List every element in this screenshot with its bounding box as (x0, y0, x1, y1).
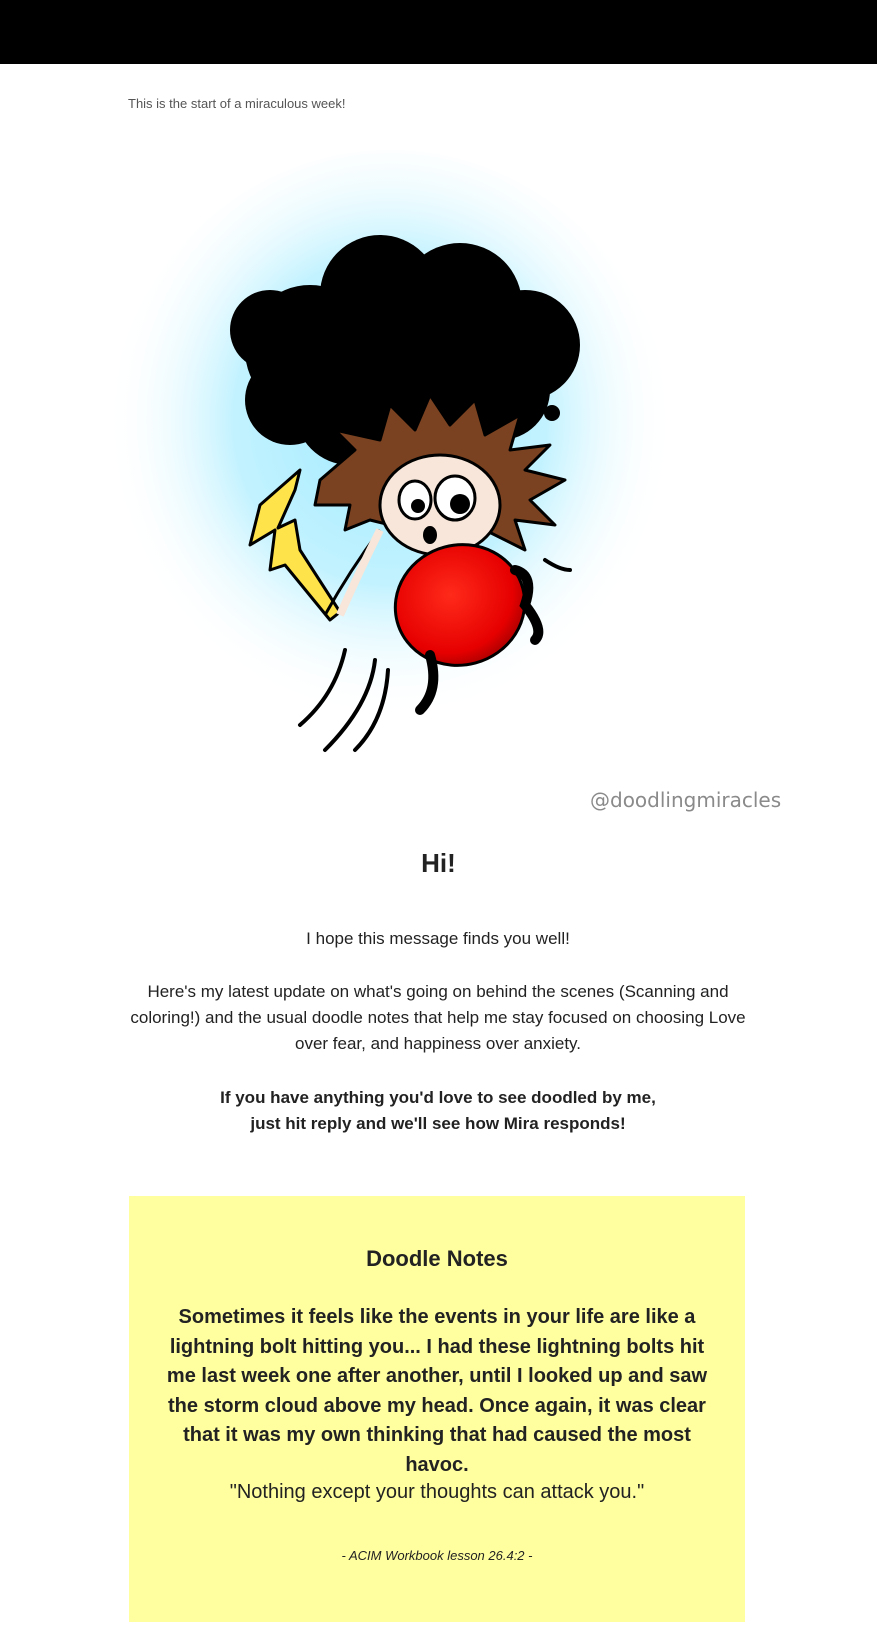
doodle-notes-body: Sometimes it feels like the events in your life are like a lightning bolt hitting you... I had these lightning bolts hit me last week one after another, until I looked up and saw the storm cloud above my head. Once again, it was clear that it was my own thinking that had caused the most havoc. (166, 1306, 708, 1476)
call-to-action (128, 1085, 748, 1137)
preheader-text: This is the start of a miraculous week! (128, 96, 346, 111)
top-black-bar (0, 0, 877, 64)
intro-line: I hope this message finds you well! (306, 929, 570, 948)
doodle-notes-box (129, 1196, 745, 1622)
cta-line-2: just hit reply and we'll see how Mira responds! (250, 1114, 626, 1133)
storm-cloud-doodle-illustration (110, 150, 770, 820)
doodle-notes-quote: "Nothing except your thoughts can attack you." (229, 1481, 645, 1503)
update-paragraph: Here's my latest update on what's going on behind the scenes (Scanning and coloring!) and the usual doodle notes that help me stay focused on choosing Love over fear, and happiness over anxiety. (130, 982, 746, 1053)
cta-line-1: If you have anything you'd love to see doodled by me, (220, 1088, 656, 1107)
doodle-notes-source: - ACIM Workbook lesson 26.4:2 - (341, 1548, 533, 1563)
watermark: @doodlingmiracles (590, 788, 782, 812)
doodle-notes-title: Doodle Notes (366, 1246, 508, 1271)
greeting-heading: Hi! (421, 848, 456, 878)
mouth (423, 526, 437, 544)
